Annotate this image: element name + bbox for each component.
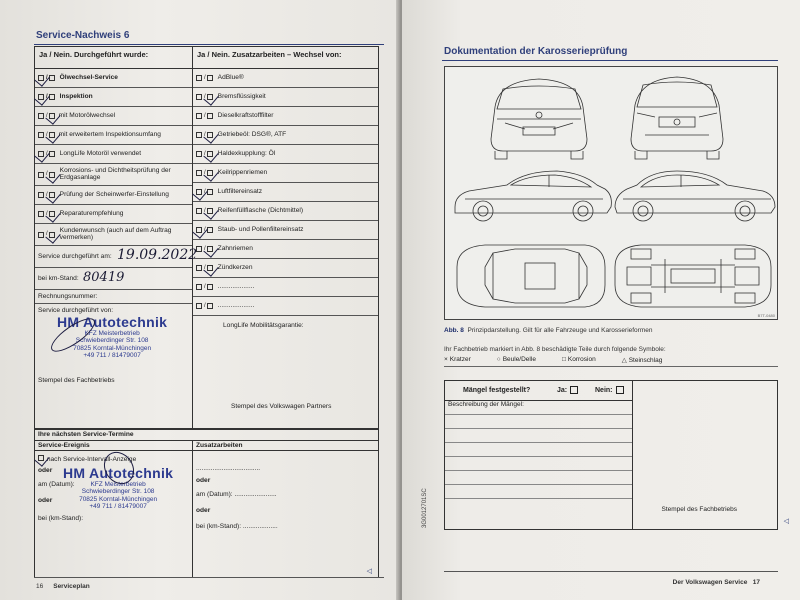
next-date-label: am (Datum): xyxy=(38,481,75,488)
extra-work-item xyxy=(193,164,378,183)
extra-work-item xyxy=(193,69,378,88)
extra-work-header: Ja / Nein. Zusatzarbeiten – Wechsel von: xyxy=(193,47,378,69)
yes-checkbox[interactable] xyxy=(196,227,202,233)
extra-work-item xyxy=(193,259,378,278)
item-label: .................... xyxy=(217,282,255,290)
slash-separator: / xyxy=(204,131,206,138)
performed-item xyxy=(35,186,192,205)
performed-item xyxy=(35,126,192,145)
legend-item xyxy=(497,356,536,364)
stamp-name: HM Autotechnik xyxy=(57,314,168,330)
stamp2-line2: Schwieberdinger Str. 108 xyxy=(81,488,155,496)
stamp-line4: +49 711 / 81479007 xyxy=(83,352,141,360)
item-label: Bremsflüssigkeit xyxy=(217,92,266,100)
legend-label: Korrosion xyxy=(567,356,596,363)
footer-rule xyxy=(34,577,384,578)
next-date-right: am (Datum): ....................... xyxy=(196,491,277,498)
no-checkbox[interactable] xyxy=(49,113,55,119)
slash-separator: / xyxy=(46,131,48,138)
right-footer-label: Der Volkswagen Service xyxy=(672,579,748,586)
slash-separator: / xyxy=(204,93,206,100)
item-label: Zündkerzen xyxy=(217,263,253,271)
slash-separator: / xyxy=(46,171,48,178)
next-service-title: Ihre nächsten Service-Termine xyxy=(35,429,378,441)
slash-separator: / xyxy=(204,264,206,271)
extra-work-item xyxy=(193,202,378,221)
item-label: Kundenwunsch (auch auf dem Auftrag vermerken) xyxy=(59,226,172,241)
item-label: Keilrippenriemen xyxy=(217,168,268,176)
car-outlines-illustration xyxy=(445,67,779,321)
no-checkbox[interactable] xyxy=(49,192,55,198)
item-label: Zahnriemen xyxy=(217,244,253,252)
stamp-line2: Schwieberdinger Str. 108 xyxy=(75,337,149,345)
item-label: Inspektion xyxy=(59,92,93,100)
done-by-label: Service durchgeführt von: xyxy=(38,307,114,314)
item-label: Reparaturempfehlung xyxy=(59,209,124,217)
no-checkbox[interactable] xyxy=(49,151,55,157)
left-footer xyxy=(36,583,90,590)
yes-checkbox[interactable] xyxy=(196,208,202,214)
description-lines xyxy=(445,401,632,513)
slash-separator: / xyxy=(204,283,206,290)
yes-checkbox[interactable] xyxy=(38,151,44,157)
no-checkbox[interactable] xyxy=(207,94,213,100)
item-label: mit erweitertem Inspektionsumfang xyxy=(58,130,161,138)
yes-checkbox[interactable] xyxy=(38,192,44,198)
slash-separator: / xyxy=(204,150,206,157)
legend-label: Beule/Delle xyxy=(502,356,536,363)
damage-found-row xyxy=(445,381,632,401)
slash-separator: / xyxy=(204,226,206,233)
damage-description-column xyxy=(445,381,633,529)
no-checkbox[interactable] xyxy=(207,303,213,309)
or-label-2: oder xyxy=(38,497,53,504)
extra-work-item xyxy=(193,126,378,145)
yes-checkbox[interactable] xyxy=(570,386,578,394)
extra-work-item xyxy=(193,297,378,316)
dealer-stamp-box xyxy=(35,304,192,386)
extra-work-item xyxy=(193,221,378,240)
caption-text: Prinzipdarstellung. Gilt für alle Fahrzeuge und Karosserieformen xyxy=(467,327,653,334)
or-label-4: oder xyxy=(196,507,211,514)
yes-checkbox[interactable] xyxy=(38,132,44,138)
no-checkbox[interactable] xyxy=(207,170,213,176)
item-label: Haldexkupplung: Öl xyxy=(217,149,276,157)
km-row xyxy=(35,268,192,290)
interval-checkbox[interactable] xyxy=(38,455,44,461)
no-checkbox[interactable] xyxy=(207,75,213,81)
no-label: Nein: xyxy=(595,386,613,394)
legend-intro: Ihr Fachbetrieb markiert in Abb. 8 beschädigte Teile durch folgende Symbole: xyxy=(444,346,666,353)
item-label: Ölwechsel-Service xyxy=(59,73,118,81)
extra-work-item xyxy=(193,88,378,107)
yes-checkbox[interactable] xyxy=(38,172,44,178)
yes-checkbox[interactable] xyxy=(196,75,202,81)
slash-separator: / xyxy=(46,74,48,81)
car-top-view xyxy=(457,245,605,307)
item-label: Prüfung der Scheinwerfer-Einstellung xyxy=(59,190,169,198)
next-km-right: bei (km-Stand): ................... xyxy=(196,523,278,530)
stamp2-line3: 70825 Korntal-Münchingen xyxy=(79,495,158,503)
item-label: mit Motorölwechsel xyxy=(58,111,116,119)
no-checkbox[interactable] xyxy=(207,284,213,290)
no-checkbox[interactable] xyxy=(207,151,213,157)
slash-separator: / xyxy=(204,112,206,119)
performed-column xyxy=(35,47,198,429)
description-line[interactable] xyxy=(445,443,632,457)
left-footer-label: Serviceplan xyxy=(53,583,90,590)
service-date-value: 19.09.2022 xyxy=(117,247,198,263)
slash-separator: / xyxy=(46,191,48,198)
left-page-number: 16 xyxy=(36,583,44,590)
item-label: .................... xyxy=(217,301,255,309)
dealer-stamp-label-right: Stempel des Fachbetriebs xyxy=(661,506,737,513)
no-checkbox[interactable] xyxy=(207,189,213,195)
yes-checkbox[interactable] xyxy=(196,132,202,138)
yes-checkbox[interactable] xyxy=(196,170,202,176)
performed-item xyxy=(35,145,192,164)
legend-label: Kratzer xyxy=(449,356,471,363)
no-checkbox[interactable] xyxy=(207,113,213,119)
yes-checkbox[interactable] xyxy=(196,246,202,252)
no-checkbox[interactable] xyxy=(207,208,213,214)
item-label: AdBlue® xyxy=(217,73,244,81)
extra-work-item xyxy=(193,145,378,164)
no-checkbox[interactable] xyxy=(49,172,55,178)
description-line[interactable] xyxy=(445,429,632,443)
or-label-3: oder xyxy=(196,477,211,484)
stamp2-line4: +49 711 / 81479007 xyxy=(89,503,147,511)
slash-separator: / xyxy=(204,207,206,214)
service-form xyxy=(34,46,379,430)
legend-symbol-icon: □ xyxy=(561,356,566,363)
yes-option xyxy=(557,386,578,394)
damage-found-label: Mängel festgestellt? xyxy=(463,387,531,394)
extra-header: Zusatzarbeiten xyxy=(193,441,378,451)
slash-separator: / xyxy=(46,93,48,100)
car-front-view xyxy=(631,77,723,159)
legend-symbol-icon: × xyxy=(444,356,448,363)
invoice-row xyxy=(35,290,192,304)
legend-item xyxy=(444,356,471,364)
yes-label: Ja: xyxy=(557,386,568,394)
no-checkbox[interactable] xyxy=(207,265,213,271)
service-event-column xyxy=(35,441,193,577)
legend-symbol-icon: ○ xyxy=(496,356,501,363)
stamp-line3: 70825 Korntal-Münchingen xyxy=(73,344,152,352)
extra-work-item xyxy=(193,183,378,202)
interval-label: nach Service-Intervall-Anzeige xyxy=(46,456,137,463)
yes-checkbox[interactable] xyxy=(38,232,44,238)
slash-separator: / xyxy=(204,74,206,81)
extra-work-column xyxy=(193,47,378,429)
vw-stamp-label: Stempel des Volkswagen Partners xyxy=(231,403,332,410)
damage-legend xyxy=(444,356,778,367)
slash-separator: / xyxy=(46,231,48,238)
yes-checkbox[interactable] xyxy=(196,284,202,290)
no-checkbox[interactable] xyxy=(49,232,55,238)
description-line[interactable] xyxy=(445,499,632,513)
stamp2-name: HM Autotechnik xyxy=(63,465,174,481)
description-line[interactable] xyxy=(445,471,632,485)
no-checkbox[interactable] xyxy=(616,386,624,394)
vw-partner-box xyxy=(193,316,378,414)
extra-work-item xyxy=(193,240,378,259)
item-label: Luftfiltereinsatz xyxy=(217,187,263,195)
yes-checkbox[interactable] xyxy=(196,151,202,157)
extra-work-next-column xyxy=(193,441,378,577)
body-check-title: Dokumentation der Karosserieprüfung xyxy=(444,46,628,57)
yes-checkbox[interactable] xyxy=(196,189,202,195)
footer-rule-right xyxy=(444,571,778,572)
item-label: Dieselkraftstofffilter xyxy=(217,111,274,119)
item-label: LongLife Motoröl verwendet xyxy=(59,149,142,157)
yes-checkbox[interactable] xyxy=(38,211,44,217)
dealer-stamp-label: Stempel des Fachbetriebs xyxy=(38,377,115,384)
legend-symbol-icon: △ xyxy=(621,357,627,364)
performed-header: Ja / Nein. Durchgeführt wurde: xyxy=(35,47,192,69)
service-date-row xyxy=(35,246,198,268)
no-checkbox[interactable] xyxy=(207,246,213,252)
right-footer xyxy=(673,579,760,586)
legend-label: Steinschlag xyxy=(628,357,663,364)
yes-checkbox[interactable] xyxy=(196,113,202,119)
right-page xyxy=(402,0,800,600)
no-checkbox[interactable] xyxy=(207,132,213,138)
no-checkbox[interactable] xyxy=(207,227,213,233)
extra-work-item xyxy=(193,107,378,126)
car-diagram xyxy=(444,66,778,320)
page-title: Service-Nachweis 6 xyxy=(36,30,130,41)
yes-checkbox[interactable] xyxy=(196,94,202,100)
figure-code: B7T-0480 xyxy=(757,313,775,318)
no-option xyxy=(595,386,624,394)
title-rule-right xyxy=(442,60,778,61)
item-label: Reifenfüllflasche (Dichtmittel) xyxy=(217,206,304,214)
km-label: bei km-Stand: xyxy=(38,275,79,282)
car-side-view-left xyxy=(455,171,611,221)
description-label: Beschreibung der Mängel: xyxy=(445,401,632,415)
item-label: Staub- und Pollenfiltereinsatz xyxy=(217,225,304,233)
continue-triangle-icon-right: ◁ xyxy=(783,518,789,525)
extra-work-item xyxy=(193,278,378,297)
slash-separator: / xyxy=(204,169,206,176)
longlife-label: LongLife Mobilitätsgarantie: xyxy=(223,322,304,329)
performed-item xyxy=(35,205,192,224)
document-code: 3G0012701SC xyxy=(422,488,428,528)
yes-checkbox[interactable] xyxy=(38,94,44,100)
performed-item xyxy=(35,107,192,126)
yes-checkbox[interactable] xyxy=(38,75,44,81)
yes-checkbox[interactable] xyxy=(196,265,202,271)
legend-item xyxy=(622,356,663,364)
slash-separator: / xyxy=(204,302,206,309)
item-label: Getriebeöl: DSG®, ATF xyxy=(217,130,287,138)
legend-item xyxy=(562,356,596,364)
no-checkbox[interactable] xyxy=(49,94,55,100)
title-rule xyxy=(34,44,384,45)
invoice-label: Rechnungsnummer: xyxy=(38,293,98,300)
next-service-box xyxy=(34,428,379,578)
or-label-1: oder xyxy=(38,467,53,474)
performed-item xyxy=(35,69,192,88)
slash-separator: / xyxy=(46,210,48,217)
stamp-line1: KFZ Meisterbetrieb xyxy=(84,330,140,337)
description-line[interactable] xyxy=(445,485,632,499)
km-value: 80419 xyxy=(83,270,125,285)
no-checkbox[interactable] xyxy=(49,75,55,81)
damage-table xyxy=(444,380,789,530)
car-side-view-right xyxy=(615,171,775,221)
yes-checkbox[interactable] xyxy=(38,113,44,119)
event-header: Service-Ereignis xyxy=(35,441,192,451)
extra-dots: ................................... xyxy=(196,465,261,472)
item-label: Korrosions- und Dichtheitsprüfung der Erdgasanlage xyxy=(59,166,171,181)
no-checkbox[interactable] xyxy=(49,132,55,138)
performed-item xyxy=(35,224,192,246)
performed-item xyxy=(35,88,192,107)
service-date-label: Service durchgeführt am: xyxy=(38,253,112,260)
next-km-label: bei (km-Stand): xyxy=(38,515,84,522)
slash-separator: / xyxy=(46,150,48,157)
car-underbody-view xyxy=(615,245,771,307)
stamp2-line1: KFZ Meisterbetrieb xyxy=(90,481,146,488)
slash-separator: / xyxy=(46,112,48,119)
performed-item xyxy=(35,164,192,186)
description-line[interactable] xyxy=(445,457,632,471)
car-rear-view xyxy=(491,79,587,159)
yes-checkbox[interactable] xyxy=(196,303,202,309)
right-page-number: 17 xyxy=(752,579,760,586)
caption-label: Abb. 8 xyxy=(444,327,464,334)
no-checkbox[interactable] xyxy=(49,211,55,217)
slash-separator: / xyxy=(204,245,206,252)
slash-separator: / xyxy=(204,188,206,195)
description-line[interactable] xyxy=(445,415,632,429)
figure-caption xyxy=(444,327,652,334)
continue-triangle-icon: ◁ xyxy=(366,568,372,575)
